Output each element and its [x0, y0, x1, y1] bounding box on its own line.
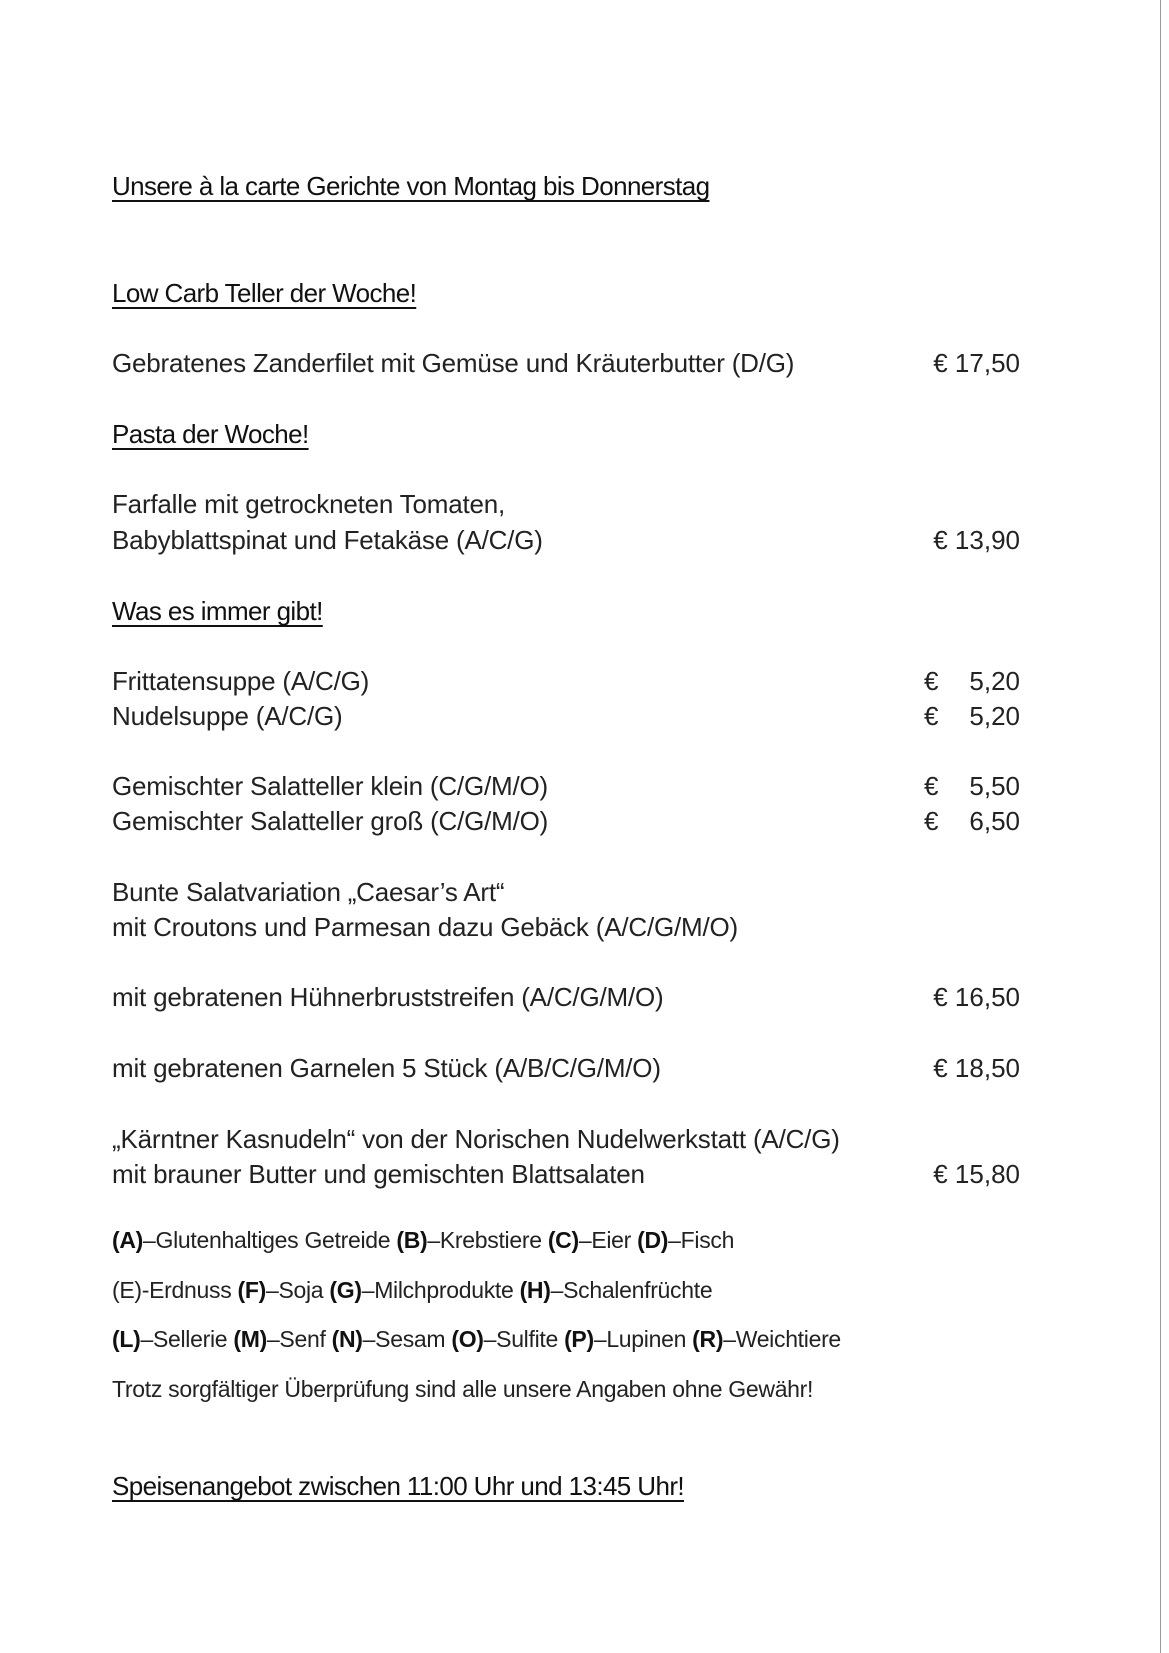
- menu-item-zanderfilet: Gebratenes Zanderfilet mit Gemüse und Kräuterbutter (D/G): [112, 348, 795, 378]
- price-frittatensuppe: [924, 668, 1020, 694]
- currency-symbol: €: [924, 806, 939, 836]
- allergen-code: (D): [637, 1227, 669, 1253]
- allergen-label: –Eier: [578, 1227, 638, 1253]
- allergen-code: (P): [564, 1326, 594, 1352]
- price-value: € 18,50: [933, 1053, 1020, 1083]
- allergen-code: (H): [519, 1277, 551, 1303]
- allergen-label: –Sellerie: [140, 1326, 234, 1352]
- allergen-legend-line2: [112, 1279, 712, 1302]
- menu-item-kasnudeln-line2: mit brauner Butter und gemischten Blattsalaten: [112, 1159, 645, 1189]
- allergen-code: (E): [112, 1277, 142, 1303]
- allergen-code: (N): [331, 1326, 363, 1352]
- allergen-code: (G): [329, 1277, 362, 1303]
- menu-item-caesar-line2: mit Croutons und Parmesan dazu Gebäck (A/C/G/M/O): [112, 912, 738, 942]
- price-salat-gross: [924, 808, 1020, 834]
- allergen-label: -Erdnuss: [141, 1277, 238, 1303]
- allergen-label: –Senf: [266, 1326, 332, 1352]
- allergen-label: –Lupinen: [593, 1326, 693, 1352]
- menu-item-caesar-shrimp: mit gebratenen Garnelen 5 Stück (A/B/C/G/M/O): [112, 1053, 661, 1083]
- currency-symbol: €: [924, 701, 939, 731]
- price-value: € 13,90: [933, 525, 1020, 555]
- opening-hours-note: Speisenangebot zwischen 11:00 Uhr und 13:45 Uhr!: [112, 1471, 685, 1501]
- menu-item-farfalle-line1: Farfalle mit getrockneten Tomaten,: [112, 489, 506, 519]
- price-salat-klein: [924, 773, 1020, 799]
- price-amount: 5,20: [969, 701, 1020, 731]
- menu-item-farfalle-line2: Babyblattspinat und Fetakäse (A/C/G): [112, 525, 543, 555]
- price-value: € 17,50: [933, 348, 1020, 378]
- price-amount: 5,20: [969, 666, 1020, 696]
- menu-item-frittatensuppe: Frittatensuppe (A/C/G): [112, 666, 370, 696]
- allergen-legend-line3: [112, 1328, 841, 1351]
- section-heading-pasta: Pasta der Woche!: [112, 419, 309, 449]
- price-amount: 5,50: [969, 771, 1020, 801]
- menu-item-nudelsuppe: Nudelsuppe (A/C/G): [112, 701, 343, 731]
- section-heading-low-carb: Low Carb Teller der Woche!: [112, 278, 417, 308]
- price-farfalle: [924, 527, 1020, 553]
- price-kasnudeln: [924, 1161, 1020, 1187]
- allergen-label: –Fisch: [668, 1227, 735, 1253]
- allergen-legend-line1: [112, 1229, 734, 1252]
- menu-item-salat-gross: Gemischter Salatteller groß (C/G/M/O): [112, 806, 549, 836]
- allergen-code: (F): [237, 1277, 266, 1303]
- allergen-code: (M): [233, 1326, 267, 1352]
- menu-item-caesar-line1: Bunte Salatvariation „Caesar’s Art“: [112, 877, 505, 907]
- price-value: € 15,80: [933, 1159, 1020, 1189]
- allergen-code: (C): [547, 1227, 579, 1253]
- allergen-code: (R): [692, 1326, 724, 1352]
- price-caesar-chicken: [924, 984, 1020, 1010]
- price-value: € 16,50: [933, 982, 1020, 1012]
- allergen-label: –Schalenfrüchte: [550, 1277, 713, 1303]
- page-title: Unsere à la carte Gerichte von Montag bis Donnerstag: [112, 171, 710, 201]
- price-zanderfilet: [924, 350, 1020, 376]
- allergen-label: –Sesam: [362, 1326, 452, 1352]
- allergen-code: (L): [112, 1326, 141, 1352]
- currency-symbol: €: [924, 666, 939, 696]
- section-heading-always: Was es immer gibt!: [112, 596, 323, 626]
- allergen-code: (O): [451, 1326, 484, 1352]
- page-edge-divider: [1160, 0, 1161, 1653]
- allergen-code: (B): [396, 1227, 428, 1253]
- price-amount: 6,50: [969, 806, 1020, 836]
- menu-item-kasnudeln-line1: „Kärntner Kasnudeln“ von der Norischen Nudelwerkstatt (A/C/G): [112, 1124, 840, 1154]
- allergen-label: –Weichtiere: [723, 1326, 841, 1352]
- currency-symbol: €: [924, 771, 939, 801]
- allergen-label: –Soja: [265, 1277, 330, 1303]
- allergen-code: (A): [112, 1227, 144, 1253]
- disclaimer: Trotz sorgfältiger Überprüfung sind alle unsere Angaben ohne Gewähr!: [112, 1376, 814, 1402]
- allergen-label: –Milchprodukte: [361, 1277, 520, 1303]
- price-nudelsuppe: [924, 703, 1020, 729]
- menu-item-caesar-chicken: mit gebratenen Hühnerbruststreifen (A/C/G/M/O): [112, 982, 664, 1012]
- allergen-label: –Glutenhaltiges Getreide: [143, 1227, 397, 1253]
- allergen-label: –Krebstiere: [427, 1227, 548, 1253]
- price-caesar-shrimp: [924, 1055, 1020, 1081]
- allergen-label: –Sulfite: [483, 1326, 565, 1352]
- menu-item-salat-klein: Gemischter Salatteller klein (C/G/M/O): [112, 771, 548, 801]
